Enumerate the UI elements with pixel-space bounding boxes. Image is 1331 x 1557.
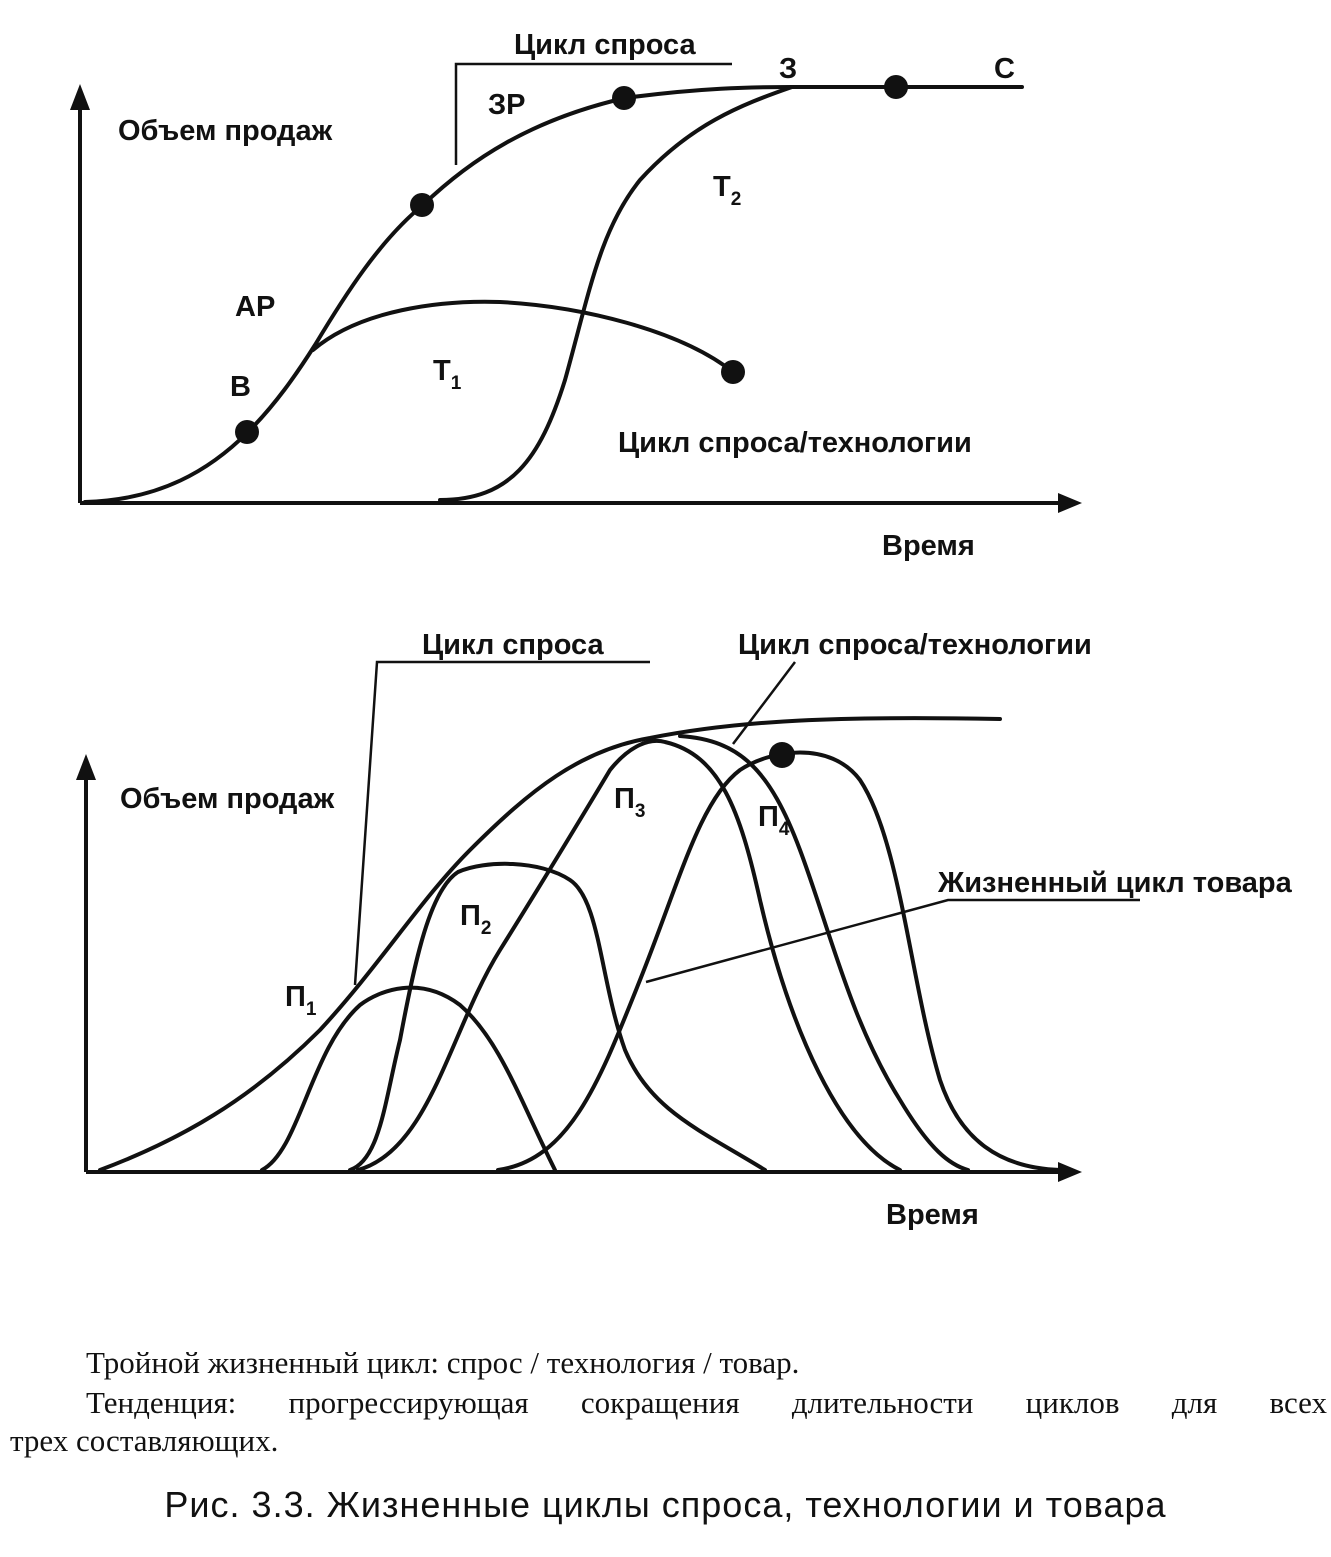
top-stage-label-accelerated-growth: АР [235,291,276,323]
top-stage-label-emergence: В [230,371,251,403]
top-technology-2-label: $Т_2$ [713,171,742,210]
bottom-y-axis-arrow-icon [76,754,96,780]
top-stage-point-decline [884,75,908,99]
bottom-y-axis-label: Объем продаж [120,783,335,815]
top-stage-point-growth [410,193,434,217]
bottom-demand-tech-cycle-label: Цикл спроса/технологии [738,629,1092,661]
top-stage-label-saturation: З [779,53,798,85]
top-demand-cycle-label: Цикл спроса [514,29,696,61]
top-y-axis-arrow-icon [70,84,90,110]
bottom-product-life-cycle-label: Жизненный цикл товара [938,867,1292,899]
bottom-product-3-label: $П_3$ [614,783,646,822]
caption-line-1: Тройной жизненный цикл: спрос / технология / товар. [86,1345,800,1380]
top-technology-1-end-point [721,360,745,384]
top-stage-label-slowing-growth: ЗР [488,89,526,121]
top-x-axis-label: Время [882,530,975,562]
caption-paragraph [0,1384,1331,1460]
bottom-product-life-cycle-leader [646,900,1140,982]
top-diagram [70,29,1082,562]
top-stage-point-emergence [235,420,259,444]
top-stage-point-slowing [612,86,636,110]
bottom-product-1-label: $П_1$ [285,981,317,1020]
bottom-x-axis-arrow-icon [1058,1162,1082,1182]
bottom-x-axis-label: Время [886,1199,979,1231]
bottom-product-4-label: $П_4$ [758,801,790,840]
bottom-diagram [76,629,1293,1231]
top-technology-1-label: $Т_1$ [433,355,462,394]
top-stage-label-decline: С [994,53,1015,85]
bottom-product-3-tail-curve [680,736,968,1170]
top-technology-1-curve [313,302,733,372]
bottom-demand-cycle-label: Цикл спроса [422,629,604,661]
bottom-product-2-label: $П_2$ [460,900,492,939]
caption-line-3: трех составляющих. [10,1423,279,1458]
caption-line-2: Тенденция: прогрессирующая сокращения длительности циклов для всех [86,1385,1327,1420]
bottom-product-4-point [769,742,795,768]
bottom-demand-tech-cycle-leader [733,662,795,744]
top-x-axis-arrow-icon [1058,493,1082,513]
top-demand-tech-cycle-label: Цикл спроса/технологии [618,427,972,459]
top-y-axis-label: Объем продаж [118,115,333,147]
figure-title: Рис. 3.3. Жизненные циклы спроса, технологии и товара [164,1484,1167,1525]
